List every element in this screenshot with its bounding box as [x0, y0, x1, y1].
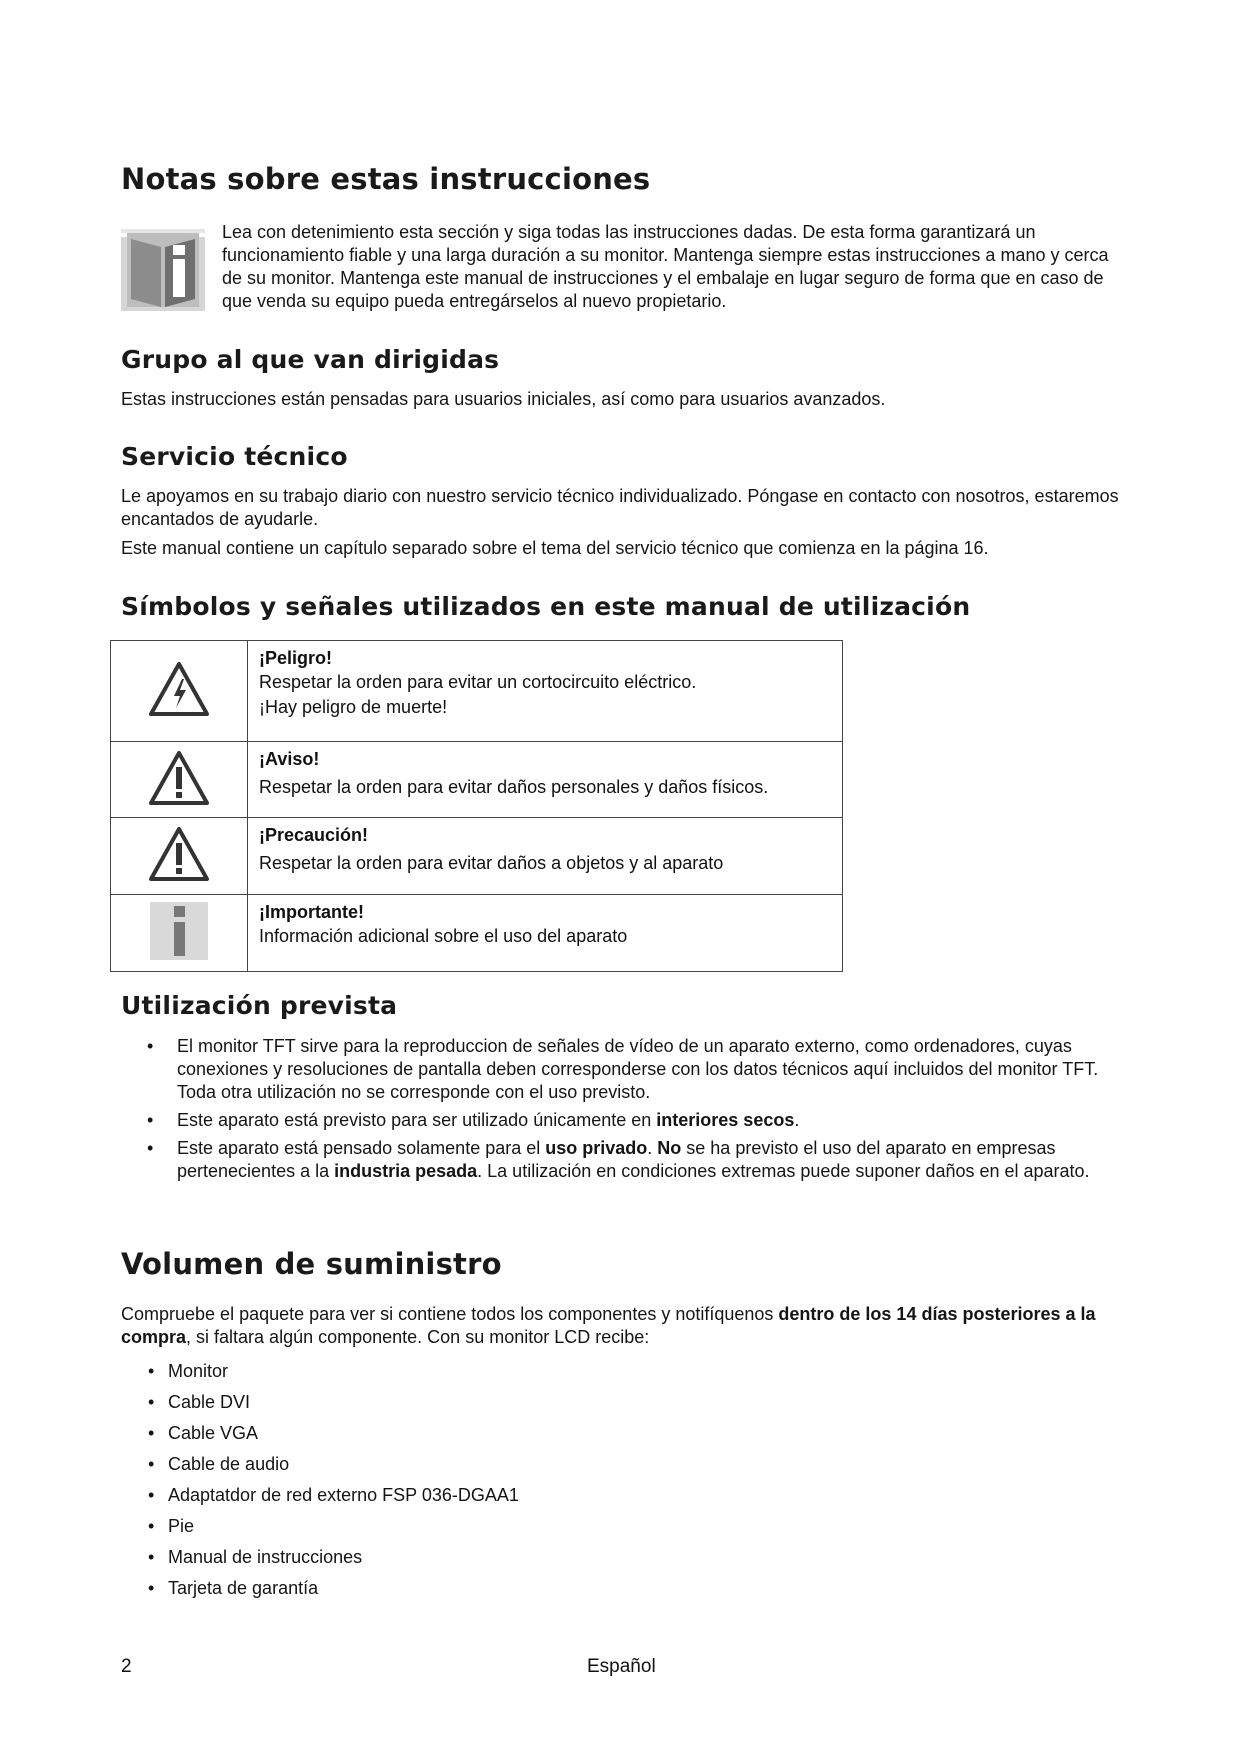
list-item: • Pie	[121, 1511, 821, 1542]
list-item: • Este aparato está previsto para ser utilizado únicamente en interiores secos.	[121, 1109, 1131, 1132]
electric-hazard-icon	[148, 661, 210, 717]
symbol-title: ¡Peligro!	[259, 648, 333, 668]
symbol-row-important	[111, 895, 843, 972]
list-item: • Tarjeta de garantía	[121, 1573, 821, 1604]
symbol-icon-cell	[111, 895, 248, 972]
list-item: • El monitor TFT sirve para la reproduccion de señales de vídeo de un aparato externo, como ordenadores, cuyas conexiones y resoluciones de pantalla deben corresponderse con los datos técnicos aquí incluidos del monitor TFT. Toda otra utilización no se corresponde con el uso previsto.	[121, 1035, 1131, 1104]
section-title-notes: Notas sobre estas instrucciones	[121, 162, 651, 196]
service-paragraph-2: Este manual contiene un capítulo separado sobre el tema del servicio técnico que comienza en la página 16.	[121, 538, 989, 558]
notes-paragraph: Lea con detenimiento esta sección y siga todas las instrucciones dadas. De esta forma garantizará un funcionamiento fiable y una larga duración a su monitor. Mantenga siempre estas instrucciones a mano y cerca de su monitor. Mantenga este manual de instrucciones y el embalaje en lugar seguro de forma que en caso de que venda su equipo pueda entregárselos al nuevo propietario.	[222, 222, 1109, 311]
caution-icon	[148, 826, 210, 882]
list-item: • Este aparato está pensado solamente para el uso privado. No se ha previsto el uso del aparato en empresas pertenecientes a la industria pesada. La utilización en condiciones extremas puede suponer daños en el aparato.	[121, 1137, 1131, 1183]
list-item: • Cable de audio	[121, 1449, 821, 1480]
supply-list	[121, 1356, 821, 1604]
footer-language: Español	[587, 1656, 656, 1677]
intended-use-list	[121, 1035, 1131, 1188]
list-item: • Manual de instrucciones	[121, 1542, 821, 1573]
list-item: • Adaptatdor de red externo FSP 036-DGAA1	[121, 1480, 821, 1511]
symbol-description: Respetar la orden para evitar daños personales y daños físicos.	[259, 777, 769, 797]
symbol-row-caution	[111, 818, 843, 895]
section-title-supply: Volumen de suministro	[121, 1247, 502, 1281]
list-item: • Cable VGA	[121, 1418, 821, 1449]
symbol-title: ¡Importante!	[259, 902, 364, 922]
warning-icon	[148, 750, 210, 806]
symbol-icon-cell	[111, 742, 248, 818]
section-title-audience: Grupo al que van dirigidas	[121, 345, 500, 374]
symbol-row-danger	[111, 641, 843, 742]
audience-paragraph: Estas instrucciones están pensadas para usuarios iniciales, así como para usuarios avanzados.	[121, 389, 886, 409]
symbol-description: Información adicional sobre el uso del aparato	[259, 926, 628, 946]
symbol-description-2: ¡Hay peligro de muerte!	[259, 697, 448, 717]
section-title-service: Servicio técnico	[121, 442, 348, 471]
symbol-title: ¡Precaución!	[259, 825, 369, 845]
symbols-table	[110, 640, 843, 972]
list-item: • Cable DVI	[121, 1387, 821, 1418]
info-book-icon	[121, 229, 205, 311]
symbol-icon-cell	[111, 641, 248, 742]
info-icon	[150, 902, 208, 960]
list-item: • Monitor	[121, 1356, 821, 1387]
symbol-description: Respetar la orden para evitar daños a objetos y al aparato	[259, 853, 724, 873]
service-paragraph-1: Le apoyamos en su trabajo diario con nuestro servicio técnico individualizado. Póngase en contacto con nosotros, estaremos encantados de ayudarle.	[121, 486, 1119, 529]
symbol-row-warning	[111, 742, 843, 818]
symbol-icon-cell	[111, 818, 248, 895]
symbol-title: ¡Aviso!	[259, 749, 320, 769]
section-title-symbols: Símbolos y señales utilizados en este manual de utilización	[121, 592, 971, 621]
symbol-description: Respetar la orden para evitar un cortocircuito eléctrico.	[259, 672, 697, 692]
supply-intro: Compruebe el paquete para ver si contiene todos los componentes y notifíquenos dentro de los 14 días posteriores a la compra, si faltara algún componente. Con su monitor LCD recibe:	[121, 1304, 1096, 1347]
page-number: 2	[121, 1656, 132, 1677]
section-title-intended-use: Utilización prevista	[121, 991, 398, 1020]
